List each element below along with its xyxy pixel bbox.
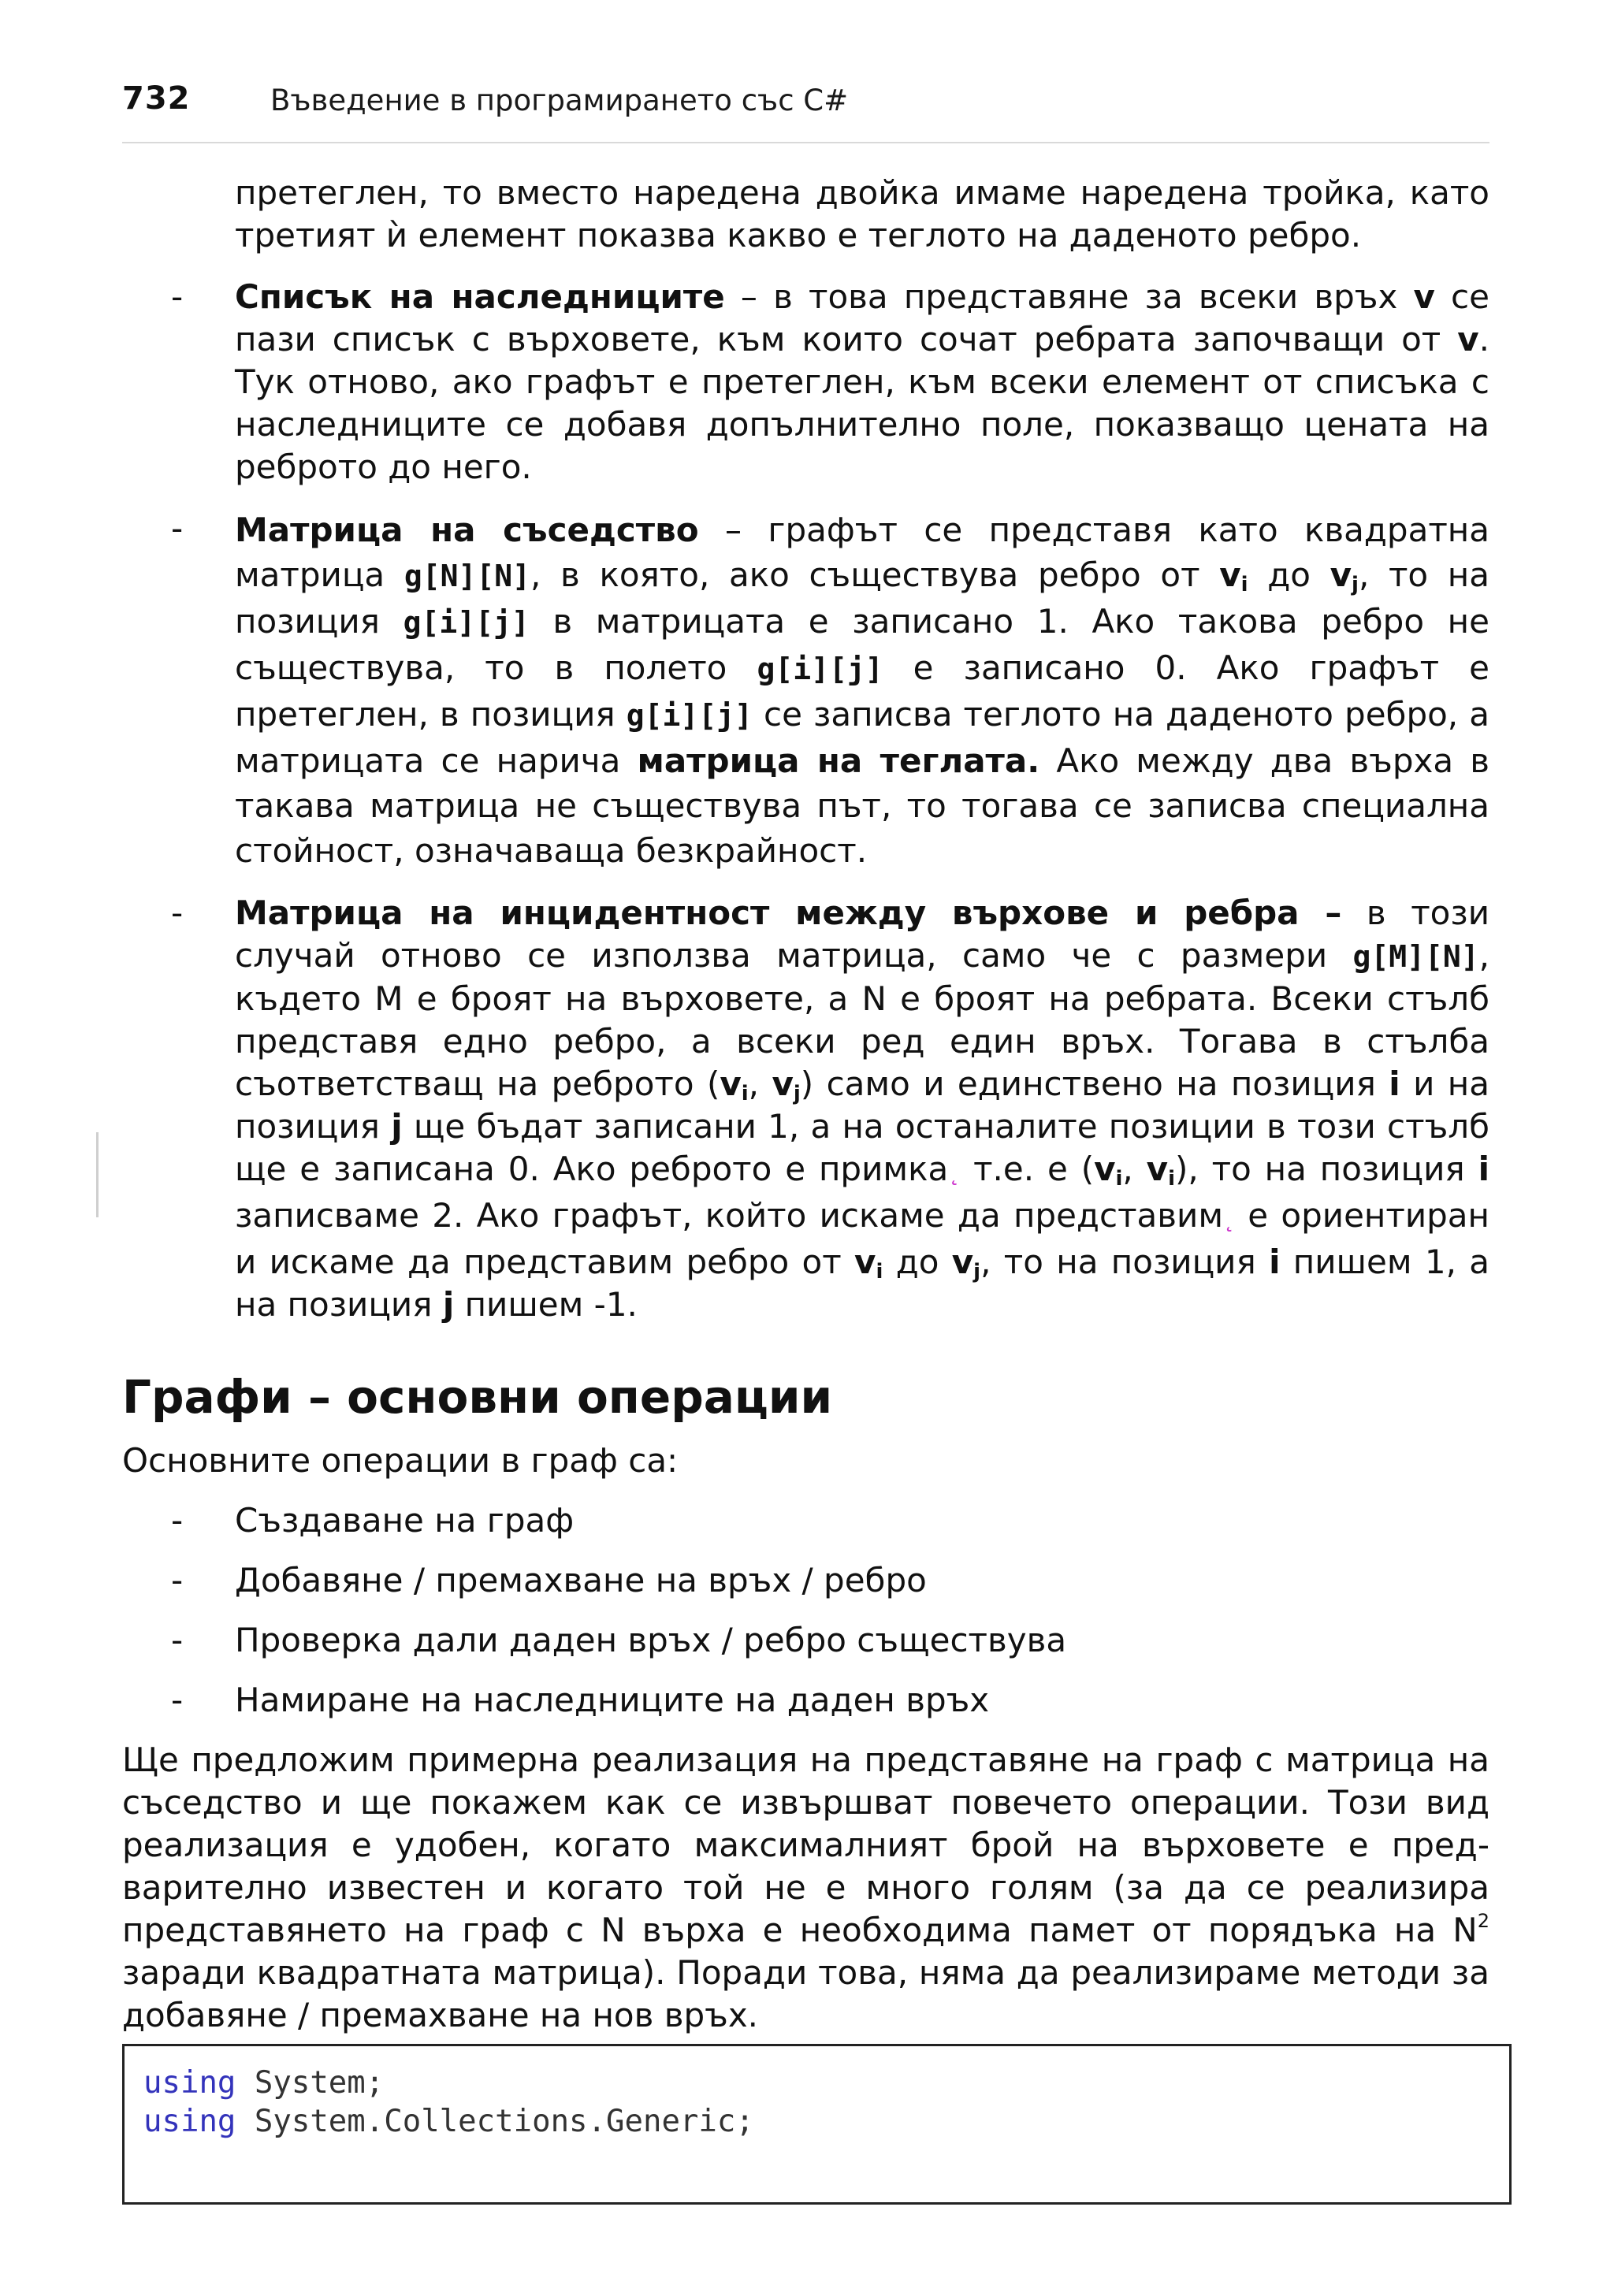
operations-list xyxy=(122,1499,1489,1722)
code-line: using System; xyxy=(143,2065,385,2101)
list-dash: - xyxy=(171,894,184,932)
list-item-successors xyxy=(122,276,1489,489)
code-inline: g[M][N] xyxy=(1352,939,1479,974)
section-heading: Графи – основни операции xyxy=(122,1370,833,1424)
code-block xyxy=(122,2044,1512,2205)
adjacency-text: Матрица на съседство – графът се представя като квадратна матрица g[N][N], в която, ако съществува ребро от $v_i$ до $v_j$, то на позиция g[i][j] в матрицата е записано 1. Ако такова ребро не съществува, то в полето g[i][j] е записано 0. Ако графът е претеглен, в позиция g[i][j] се записва теглото на даденото ребро, а матрицата се нарича матрица на теглата. Ако между два върха в такава матрица не съществува път, то тогава се записва специална стойност, означаваща безкрайност. xyxy=(235,511,1489,870)
change-bar xyxy=(96,1132,99,1217)
section-lead: Основните операции в граф са: xyxy=(122,1441,679,1480)
code-inline: g[i][j] xyxy=(626,698,753,733)
closing-paragraph: Ще предложим примерна реализация на представяне на граф с матрица на съседство и ще покажем как се извършват повечето операции. Този вид реализация е удобен, когато максималният брой на върховете е предварително известен и когато той не е много голям (за да се реализира представянето на граф с N върха е необходима памет от порядъка на $N^2$ заради квадратната матрица). Поради това, няма да реализираме методи за добавяне / премахване на нов връх. xyxy=(122,1741,1489,2034)
list-item: - Проверка дали даден връх / ребро съществува xyxy=(122,1619,1489,1662)
successors-text: Списък на наследниците – в това представяне за всеки връх v се пази списък с върховете, към които сочат ребрата започващи от v. Тук отново, ако графът е претеглен, към всеки елемент от списъка с наследниците се добавя допълнително поле, показващо цената на реброто до него. xyxy=(235,277,1489,486)
intro-continuation: претеглен, то вместо наредена двойка имаме наредена тройка, като третият ѝ елемент показва какво е теглото на даденото ребро. xyxy=(235,173,1489,254)
page-header xyxy=(122,80,1489,143)
list-dash: - xyxy=(171,509,184,548)
edit-mark: ˛ xyxy=(948,1159,961,1187)
page-body xyxy=(122,172,1489,2037)
running-title: Въведение в програмирането със C# xyxy=(270,84,849,117)
list-dash: - xyxy=(171,1501,184,1540)
code-inline: g[N][N] xyxy=(404,559,530,593)
list-item-incidence xyxy=(122,892,1489,1326)
edit-mark: ˛ xyxy=(1223,1206,1236,1233)
list-dash: - xyxy=(171,1561,184,1599)
list-dash: - xyxy=(171,1621,184,1659)
list-dash: - xyxy=(171,1681,184,1719)
list-item: - Създаване на граф xyxy=(122,1499,1489,1542)
code-line: using System.Collections.Generic; xyxy=(143,2104,754,2139)
list-item: - Намиране на наследниците на даден връх xyxy=(122,1679,1489,1722)
page-number: 732 xyxy=(122,80,191,117)
code-inline: g[i][j] xyxy=(403,605,530,640)
list-dash: - xyxy=(171,277,184,316)
list-item: - Добавяне / премахване на връх / ребро xyxy=(122,1559,1489,1602)
code-inline: g[i][j] xyxy=(757,652,883,686)
list-item-adjacency xyxy=(122,507,1489,873)
incidence-text: Матрица на инцидентност между върхове и ребра – в този случай отново се използва матрица, само че с размери g[M][N], където M е броят на върховете, а N е броят на ребрата. Всеки стълб представя едно ребро, а всеки ред един връх. Тогава в стълба съответстващ на реброто ($v_i$, $v_j$) само и единствено на позиция i и на позиция j ще бъдат записани 1, а на останалите позиции в този стълб ще е записана 0. Ако реброто е примка˛ т.е. е ($v_i$, $v_i$), то на позиция i записваме 2. Ако графът, който искаме да представим˛ е ориентиран и искаме да представим ребро от $v_i$ до $v_j$, то на позиция i пишем 1, а на позиция j пишем -1. xyxy=(235,894,1489,1324)
